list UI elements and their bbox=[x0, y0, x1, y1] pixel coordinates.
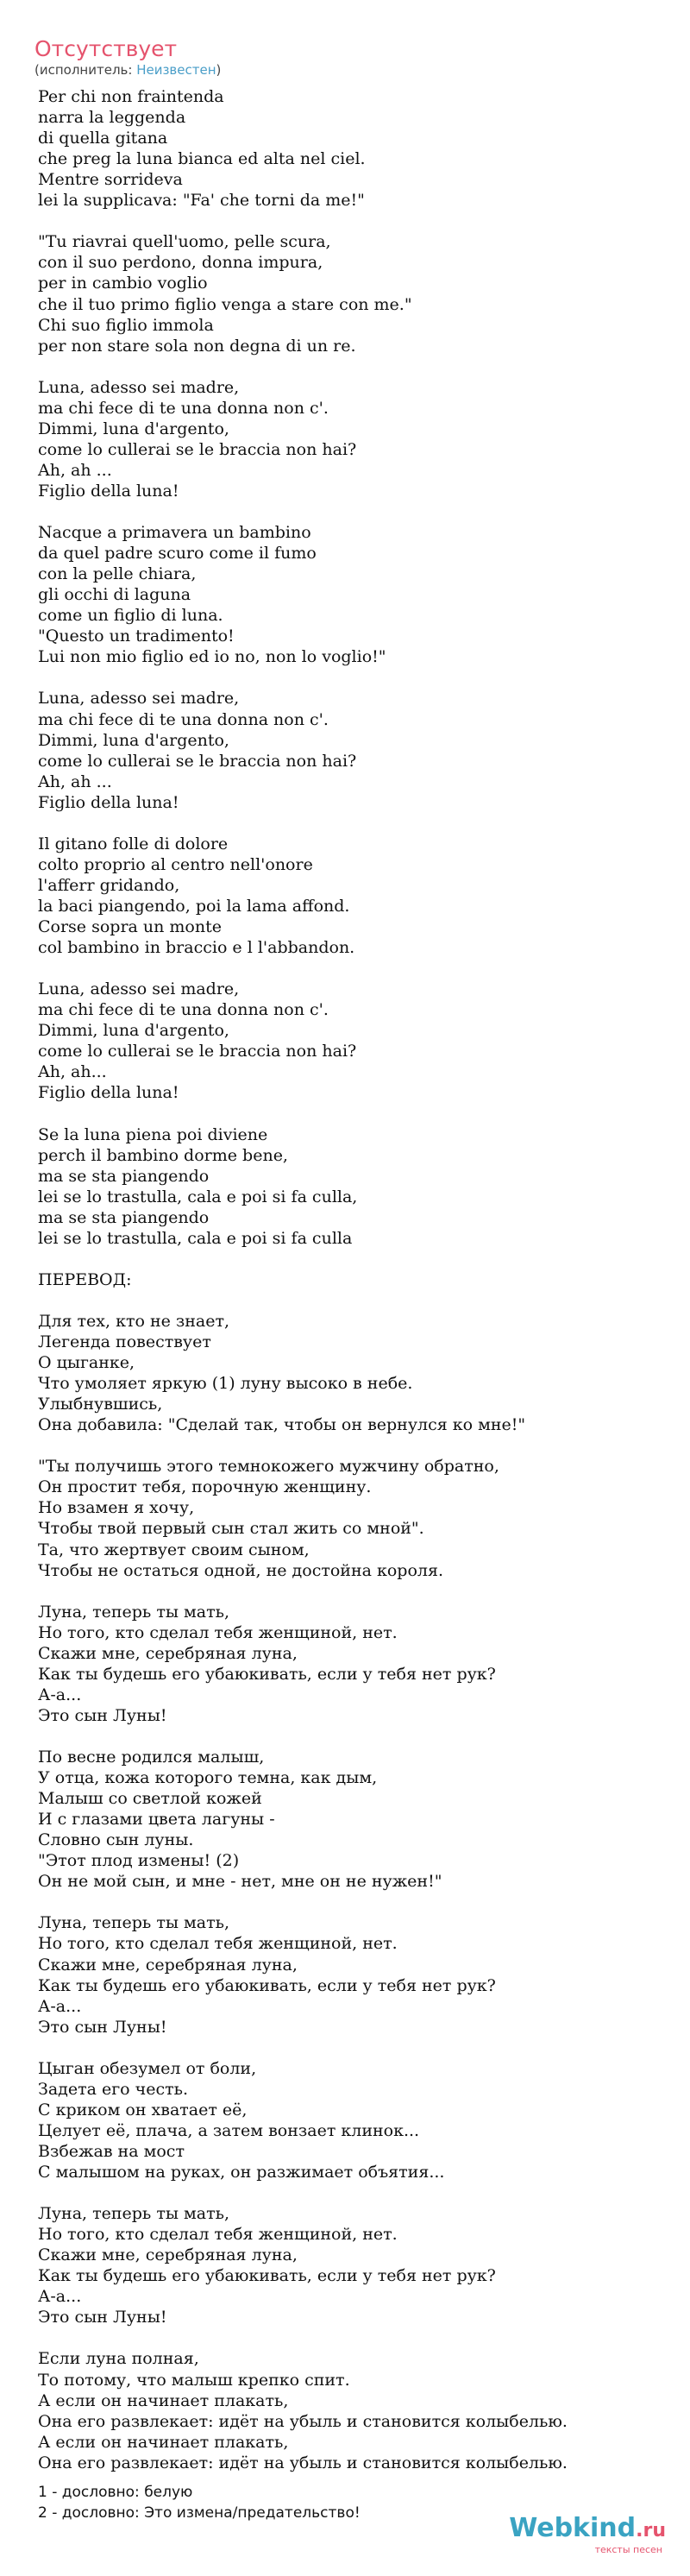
lyric-line: Luna, adesso sei madre, bbox=[38, 689, 240, 709]
lyric-line: Corse sopra un monte bbox=[38, 917, 222, 936]
lyric-line: Легенда повествует bbox=[38, 1332, 211, 1351]
lyric-line: Figlio della luna! bbox=[38, 481, 179, 501]
lyric-line: "Ты получишь этого темнокожего мужчину обратно, bbox=[38, 1457, 499, 1477]
lyric-line: ma chi fece di te una donna non c'. bbox=[38, 709, 329, 729]
lyric-line: А-а... bbox=[38, 1685, 82, 1704]
lyric-line: per in cambio voglio bbox=[38, 274, 208, 293]
logo-tld: .ru bbox=[636, 2520, 666, 2541]
logo-name: Webkind bbox=[509, 2513, 637, 2543]
lyric-line: Dimmi, luna d'argento, bbox=[38, 1021, 229, 1041]
lyric-line: Цыган обезумел от боли, bbox=[38, 2058, 257, 2078]
lyric-line: come lo cullerai se le braccia non hai? bbox=[38, 1042, 357, 1061]
lyric-line: А если он начинает плакать, bbox=[38, 2390, 289, 2410]
lyric-line: Она добавила: "Сделай так, чтобы он вернулся ко мне!" bbox=[38, 1415, 526, 1435]
lyric-line: come lo cullerai se le braccia non hai? bbox=[38, 439, 357, 459]
lyric-line: Луна, теперь ты мать, bbox=[38, 1602, 229, 1622]
lyric-line: Улыбнувшись, bbox=[38, 1395, 163, 1414]
lyric-line: Луна, теперь ты мать, bbox=[38, 2204, 229, 2224]
lyric-line: "Tu riavrai quell'uomo, pelle scura, bbox=[38, 232, 331, 252]
lyric-line: con il suo perdono, donna impura, bbox=[38, 253, 323, 273]
lyric-line: Lui non mio figlio ed io no, non lo voglio!" bbox=[38, 647, 386, 667]
lyric-line: Figlio della luna! bbox=[38, 1083, 179, 1103]
lyric-line: А-а... bbox=[38, 2287, 82, 2307]
lyric-line: О цыганке, bbox=[38, 1353, 135, 1373]
lyric-line: Та, что жертвует своим сыном, bbox=[38, 1540, 310, 1559]
lyric-line: come un figlio di luna. bbox=[38, 606, 223, 626]
lyric-line: Скажи мне, серебряная луна, bbox=[38, 1955, 298, 1975]
lyric-line: Но того, кто сделал тебя женщиной, нет. bbox=[38, 1934, 398, 1954]
lyric-line: Figlio della luna! bbox=[38, 792, 179, 812]
lyric-line: С криком он хватает её, bbox=[38, 2100, 248, 2119]
lyric-line: lei se lo trastulla, cala e poi si fa culla bbox=[38, 1228, 353, 1248]
lyric-line: ma se sta piangendo bbox=[38, 1166, 210, 1186]
lyric-line: Mentre sorrideva bbox=[38, 170, 183, 190]
lyric-line: Чтобы твой первый сын стал жить со мной". bbox=[38, 1519, 424, 1539]
lyric-line: "Questo un tradimento! bbox=[38, 627, 235, 646]
lyric-line: А-а... bbox=[38, 1996, 82, 2016]
lyric-line: Она его развлекает: идёт на убыль и становится колыбелью. bbox=[38, 2453, 568, 2472]
lyric-line: Il gitano folle di dolore bbox=[38, 834, 229, 853]
logo-tagline: тексты песен bbox=[594, 2544, 662, 2555]
lyric-line: Луна, теперь ты мать, bbox=[38, 1913, 229, 1933]
lyric-line: Задета его честь. bbox=[38, 2079, 189, 2099]
lyric-line: gli occhi di laguna bbox=[38, 585, 191, 605]
song-title: Отсутствует bbox=[34, 36, 178, 61]
lyric-line: Dimmi, luna d'argento, bbox=[38, 730, 229, 750]
lyric-line: Но того, кто сделал тебя женщиной, нет. bbox=[38, 2225, 398, 2245]
lyric-line: "Этот плод измены! (2) bbox=[38, 1851, 240, 1871]
lyric-line: lei se lo trastulla, cala e poi si fa culla, bbox=[38, 1187, 358, 1206]
lyric-line: Как ты будешь его убаюкивать, если у тебя нет рук? bbox=[38, 1975, 496, 1995]
lyric-line: Ah, ah... bbox=[38, 1062, 107, 1082]
lyric-line: Chi suo figlio immola bbox=[38, 315, 214, 335]
lyric-line: Он простит тебя, порочную женщину. bbox=[38, 1477, 372, 1497]
performer-prefix: (исполнитель: bbox=[34, 62, 137, 78]
lyric-line: У отца, кожа которого темна, как дым, bbox=[38, 1768, 378, 1788]
lyric-line: lei la supplicava: "Fa' che torni da me!" bbox=[38, 191, 365, 211]
lyric-line: Он не мой сын, и мне - нет, мне он не нужен!" bbox=[38, 1872, 442, 1892]
lyric-line: Luna, adesso sei madre, bbox=[38, 377, 240, 397]
lyric-line: Это сын Луны! bbox=[38, 1705, 167, 1725]
lyric-line: Как ты будешь его убаюкивать, если у тебя нет рук? bbox=[38, 2266, 496, 2286]
lyric-line: Ah, ah ... bbox=[38, 460, 112, 480]
lyric-line: Если луна полная, bbox=[38, 2349, 199, 2369]
footnote-line: 1 - дословно: белую bbox=[38, 2484, 193, 2501]
lyric-line: ПЕРЕВОД: bbox=[38, 1269, 132, 1289]
lyric-line: colto proprio al centro nell'onore bbox=[38, 854, 313, 874]
lyric-line: che preg la luna bianca ed alta nel ciel. bbox=[38, 149, 366, 169]
lyric-line: Как ты будешь его убаюкивать, если у тебя нет рук? bbox=[38, 1664, 496, 1684]
footnote-line: 2 - дословно: Это измена/предательство! bbox=[38, 2504, 361, 2522]
lyric-line: Luna, adesso sei madre, bbox=[38, 979, 240, 999]
lyric-line: То потому, что малыш крепко спит. bbox=[38, 2370, 350, 2390]
lyric-line: С малышом на руках, он разжимает объятия... bbox=[38, 2163, 445, 2182]
lyric-line: Малыш со светлой кожей bbox=[38, 1789, 262, 1809]
performer-link[interactable]: Неизвестен bbox=[136, 62, 216, 78]
lyric-line: Ah, ah ... bbox=[38, 772, 112, 791]
lyric-line: По весне родился малыш, bbox=[38, 1748, 265, 1767]
lyric-line: perch il bambino dorme bene, bbox=[38, 1145, 288, 1165]
site-logo[interactable] bbox=[476, 2511, 666, 2563]
lyric-line: Se la luna piena poi diviene bbox=[38, 1124, 268, 1144]
lyric-line: Это сын Луны! bbox=[38, 2308, 167, 2327]
lyric-line: da quel padre scuro come il fumo bbox=[38, 544, 317, 564]
logo-wordmark bbox=[509, 2511, 666, 2548]
lyric-line: Скажи мне, серебряная луна, bbox=[38, 1643, 298, 1663]
lyric-line: che il tuo primo figlio venga a stare con me." bbox=[38, 294, 412, 314]
lyric-line: Это сын Луны! bbox=[38, 2017, 167, 2037]
lyric-line: di quella gitana bbox=[38, 129, 168, 148]
lyric-line: Nacque a primavera un bambino bbox=[38, 523, 311, 543]
lyric-line: la baci piangendo, poi la lama affond. bbox=[38, 896, 350, 916]
lyric-line: col bambino in braccio e l l'abbandon. bbox=[38, 938, 355, 958]
lyric-line: ma chi fece di te una donna non c'. bbox=[38, 398, 329, 418]
lyric-line: Но взамен я хочу, bbox=[38, 1498, 195, 1518]
lyric-line: per non stare sola non degna di un re. bbox=[38, 336, 356, 356]
lyric-line: Скажи мне, серебряная луна, bbox=[38, 2245, 298, 2265]
lyric-line: Взбежав на мост bbox=[38, 2141, 185, 2161]
lyric-line: И с глазами цвета лагуны - bbox=[38, 1810, 275, 1830]
lyric-line: Словно сын луны. bbox=[38, 1830, 194, 1850]
lyric-line: ma chi fece di te una donna non c'. bbox=[38, 1000, 329, 1020]
lyric-line: Она его развлекает: идёт на убыль и становится колыбелью. bbox=[38, 2411, 568, 2431]
lyric-line: Целует её, плача, а затем вонзает клинок... bbox=[38, 2120, 420, 2140]
performer-suffix: ) bbox=[216, 62, 222, 78]
lyric-line: Dimmi, luna d'argento, bbox=[38, 419, 229, 438]
lyric-line: Per chi non fraintenda bbox=[38, 87, 224, 106]
lyric-line: Для тех, кто не знает, bbox=[38, 1311, 230, 1331]
lyric-line: come lo cullerai se le braccia non hai? bbox=[38, 751, 357, 771]
lyric-line: А если он начинает плакать, bbox=[38, 2432, 289, 2452]
lyric-line: Чтобы не остаться одной, не достойна короля. bbox=[38, 1560, 443, 1580]
lyric-line: Что умоляет яркую (1) луну высоко в небе. bbox=[38, 1374, 413, 1394]
lyric-line: l'afferr gridando, bbox=[38, 875, 180, 895]
lyric-line: ma se sta piangendo bbox=[38, 1207, 210, 1227]
lyric-line: con la pelle chiara, bbox=[38, 564, 197, 584]
lyric-line: narra la leggenda bbox=[38, 108, 186, 128]
lyric-line: Но того, кто сделал тебя женщиной, нет. bbox=[38, 1622, 398, 1642]
